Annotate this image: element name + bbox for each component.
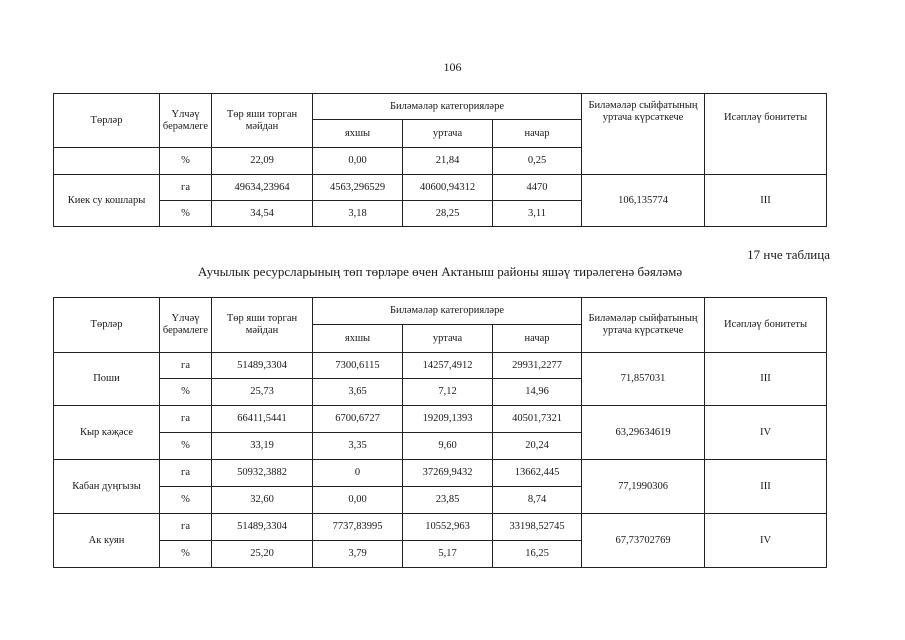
poor-cell: 16,25 bbox=[493, 541, 582, 568]
species-name: Поши bbox=[54, 353, 160, 406]
good-cell: 3,18 bbox=[313, 201, 403, 227]
average-cell: 9,60 bbox=[403, 433, 493, 460]
area-cell: 25,73 bbox=[212, 379, 313, 406]
quality-cell: 67,73702769 bbox=[582, 514, 705, 568]
average-cell: 7,12 bbox=[403, 379, 493, 406]
poor-cell: 33198,52745 bbox=[493, 514, 582, 541]
unit-cell: га bbox=[160, 175, 212, 201]
average-cell: 40600,94312 bbox=[403, 175, 493, 201]
average-cell: 5,17 bbox=[403, 541, 493, 568]
table-row bbox=[54, 460, 827, 487]
poor-cell: 14,96 bbox=[493, 379, 582, 406]
area-cell: 25,20 bbox=[212, 541, 313, 568]
good-cell: 0 bbox=[313, 460, 403, 487]
average-cell: 14257,4912 bbox=[403, 353, 493, 379]
header-bonitet: Исәпләү бонитеты bbox=[705, 94, 827, 175]
table-caption: Аучылык ресурсларының төп төрләре өчен Актаныш районы яшәү тирәлегенә бәяләмә bbox=[197, 264, 683, 279]
header-types: Төрләр bbox=[54, 298, 160, 353]
poor-cell: 3,11 bbox=[493, 201, 582, 227]
poor-cell: 29931,2277 bbox=[493, 353, 582, 379]
quality-cell: 71,857031 bbox=[582, 353, 705, 406]
good-cell: 7737,83995 bbox=[313, 514, 403, 541]
good-cell: 3,79 bbox=[313, 541, 403, 568]
table-number: 17 нче таблица bbox=[747, 247, 830, 262]
species-name: Кыр кәҗәсе bbox=[54, 406, 160, 460]
poor-cell: 0,25 bbox=[493, 148, 582, 175]
page-number: 106 bbox=[443, 60, 462, 74]
average-cell: 23,85 bbox=[403, 487, 493, 514]
unit-cell: га bbox=[160, 353, 212, 379]
average-cell: 28,25 bbox=[403, 201, 493, 227]
unit-cell: % bbox=[160, 148, 212, 175]
unit-cell: % bbox=[160, 487, 212, 514]
header-poor: начар bbox=[493, 120, 582, 148]
area-cell: 51489,3304 bbox=[212, 514, 313, 541]
unit-cell: % bbox=[160, 433, 212, 460]
header-categories: Биләмәләр категорияләре bbox=[313, 94, 582, 120]
header-habitat-area: Төр яши торган мәйдан bbox=[212, 94, 313, 148]
bonitet-cell: IV bbox=[705, 514, 827, 568]
table-row bbox=[54, 406, 827, 433]
average-cell: 10552,963 bbox=[403, 514, 493, 541]
species-name: Кабан дуңгызы bbox=[54, 460, 160, 514]
unit-cell: га bbox=[160, 406, 212, 433]
unit-cell: % bbox=[160, 201, 212, 227]
area-cell: 34,54 bbox=[212, 201, 313, 227]
bonitet-cell: IV bbox=[705, 406, 827, 460]
unit-cell: га bbox=[160, 460, 212, 487]
header-good: яхшы bbox=[313, 325, 403, 353]
good-cell: 3,35 bbox=[313, 433, 403, 460]
header-average: уртача bbox=[403, 325, 493, 353]
header-bonitet: Исәпләү бонитеты bbox=[705, 298, 827, 353]
average-cell: 19209,1393 bbox=[403, 406, 493, 433]
species-name: Киек су кошлары bbox=[54, 175, 160, 227]
area-cell: 66411,5441 bbox=[212, 406, 313, 433]
area-cell: 51489,3304 bbox=[212, 353, 313, 379]
table-row bbox=[54, 514, 827, 541]
area-cell: 32,60 bbox=[212, 487, 313, 514]
unit-cell: % bbox=[160, 379, 212, 406]
table-row bbox=[54, 175, 827, 201]
header-habitat-area: Төр яши торган мәйдан bbox=[212, 298, 313, 353]
poor-cell: 40501,7321 bbox=[493, 406, 582, 433]
header-poor: начар bbox=[493, 325, 582, 353]
bonitet-cell: III bbox=[705, 460, 827, 514]
table-row bbox=[54, 353, 827, 379]
good-cell: 7300,6115 bbox=[313, 353, 403, 379]
habitat-table-17 bbox=[53, 297, 827, 568]
good-cell: 3,65 bbox=[313, 379, 403, 406]
bonitet-cell: III bbox=[705, 175, 827, 227]
quality-cell: 106,135774 bbox=[582, 175, 705, 227]
poor-cell: 13662,445 bbox=[493, 460, 582, 487]
quality-cell: 77,1990306 bbox=[582, 460, 705, 514]
unit-cell: % bbox=[160, 541, 212, 568]
header-unit: Үлчәү берәмлеге bbox=[160, 298, 212, 353]
unit-cell: га bbox=[160, 514, 212, 541]
header-quality-index: Биләмәләр сыйфатының уртача күрсәткече bbox=[582, 298, 705, 353]
quality-cell: 63,29634619 bbox=[582, 406, 705, 460]
poor-cell: 20,24 bbox=[493, 433, 582, 460]
header-categories: Биләмәләр категорияләре bbox=[313, 298, 582, 325]
good-cell: 0,00 bbox=[313, 148, 403, 175]
habitat-table-continued bbox=[53, 93, 827, 227]
poor-cell: 4470 bbox=[493, 175, 582, 201]
average-cell: 21,84 bbox=[403, 148, 493, 175]
header-unit: Үлчәү берәмлеге bbox=[160, 94, 212, 148]
area-cell: 50932,3882 bbox=[212, 460, 313, 487]
good-cell: 4563,296529 bbox=[313, 175, 403, 201]
poor-cell: 8,74 bbox=[493, 487, 582, 514]
species-name: Ак куян bbox=[54, 514, 160, 568]
species-cell bbox=[54, 148, 160, 175]
good-cell: 6700,6727 bbox=[313, 406, 403, 433]
header-types: Төрләр bbox=[54, 94, 160, 148]
area-cell: 49634,23964 bbox=[212, 175, 313, 201]
area-cell: 22,09 bbox=[212, 148, 313, 175]
bonitet-cell: III bbox=[705, 353, 827, 406]
header-good: яхшы bbox=[313, 120, 403, 148]
good-cell: 0,00 bbox=[313, 487, 403, 514]
average-cell: 37269,9432 bbox=[403, 460, 493, 487]
area-cell: 33,19 bbox=[212, 433, 313, 460]
header-average: уртача bbox=[403, 120, 493, 148]
header-quality-index: Биләмәләр сыйфатының уртача күрсәткече bbox=[582, 94, 705, 175]
